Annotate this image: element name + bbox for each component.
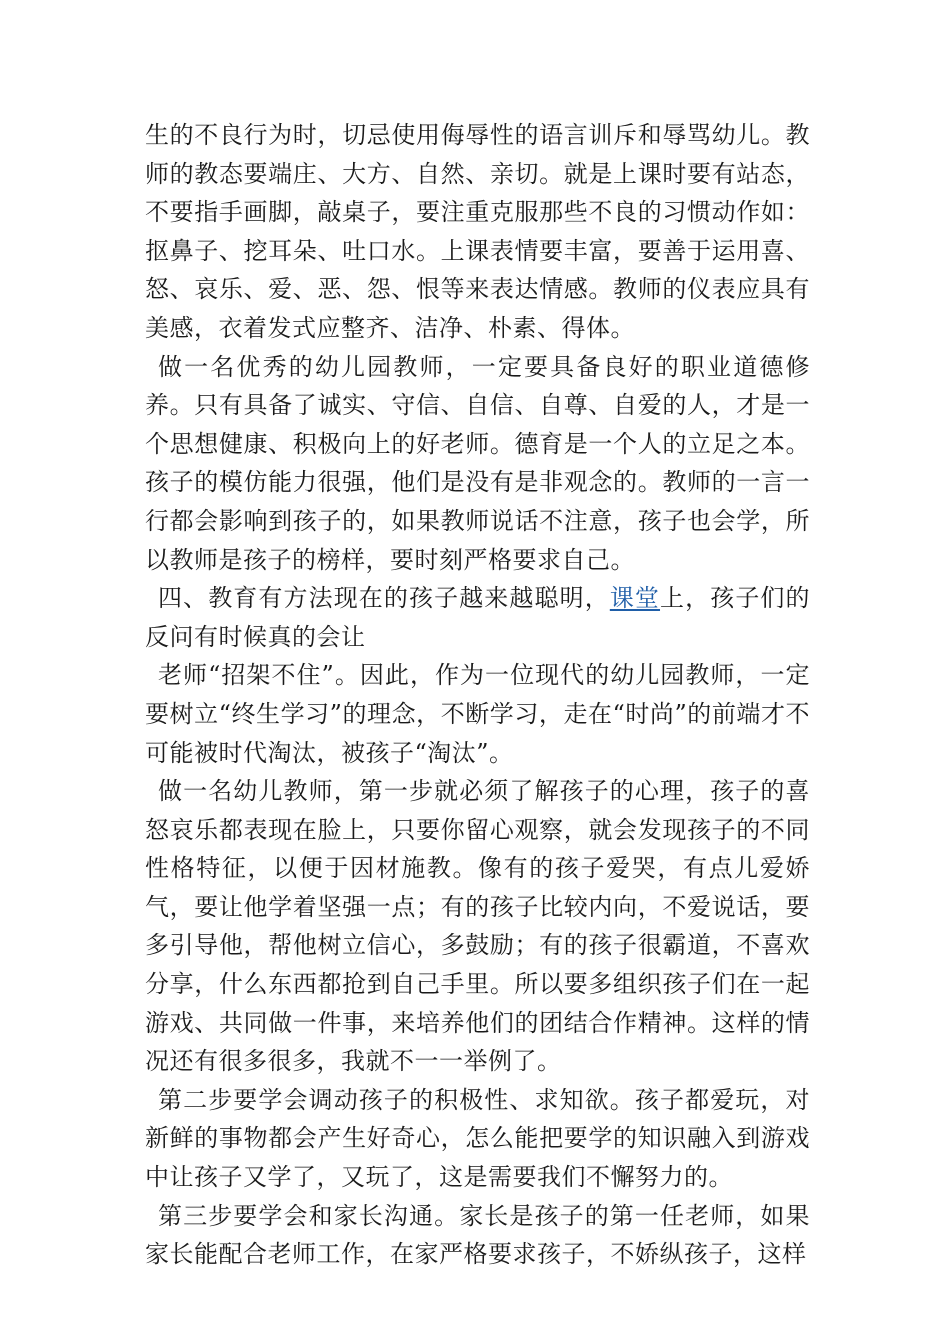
method-heading-text-before: 四、教育有方法现在的孩子越来越聪明，: [158, 584, 610, 613]
paragraph-lifelong-learning: 老师“招架不住”。因此，作为一位现代的幼儿园教师，一定要树立“终生学习”的理念，不断学习，走在“时尚”的前端才不可能被时代淘汰，被孩子“淘汰”。: [145, 661, 810, 767]
method-heading-text-after: 上，孩子们的反问有时候真的会让: [145, 584, 811, 651]
paragraph-step-two: 第二步要学会调动孩子的积极性、求知欲。孩子都爱玩，对新鲜的事物都会产生好奇心，怎么能把要学的知识融入到游戏中让孩子又学了，又玩了，这是需要我们不懈努力的。: [145, 1085, 810, 1192]
paragraph-ethics: 做一名优秀的幼儿园教师，一定要具备良好的职业道德修养。只有具备了诚实、守信、自信、自尊、自爱的人，才是一个思想健康、积极向上的好老师。德育是一个人的立足之本。孩子的模仿能力很强，他们是没有是非观念的。教师的一言一行都会影响到孩子的，如果教师说话不注意，孩子也会学，所以教师是孩子的榜样，要时刻严格要求自己。: [145, 352, 810, 574]
paragraph-step-three: 第三步要学会和家长沟通。家长是孩子的第一任老师，如果家长能配合老师工作，在家严格要求孩子，不娇纵孩子，这样: [145, 1201, 810, 1269]
paragraph-method-heading: [145, 579, 810, 656]
document-body: [145, 116, 810, 1274]
paragraph-conduct: 生的不良行为时，切忌使用侮辱性的语言训斥和辱骂幼儿。教师的教态要端庄、大方、自然、亲切。就是上课时要有站态，不要指手画脚，敲桌子，要注重克服那些不良的习惯动作如：抠鼻子、挖耳朵、吐口水。上课表情要丰富，要善于运用喜、怒、哀乐、爱、恶、怨、恨等来表达情感。教师的仪表应具有美感，衣着发式应整齐、洁净、朴素、得体。: [145, 121, 810, 342]
paragraph-step-one: 做一名幼儿教师，第一步就必须了解孩子的心理，孩子的喜怒哀乐都表现在脸上，只要你留心观察，就会发现孩子的不同性格特征，以便于因材施教。像有的孩子爱哭，有点儿爱娇气，要让他学着坚强一点；有的孩子比较内向，不爱说话，要多引导他，帮他树立信心，多鼓励；有的孩子很霸道，不喜欢分享，什么东西都抢到自己手里。所以要多组织孩子们在一起游戏、共同做一件事，来培养他们的团结合作精神。这样的情况还有很多很多，我就不一一举例了。: [145, 777, 810, 1076]
classroom-link[interactable]: 课堂: [609, 584, 661, 613]
